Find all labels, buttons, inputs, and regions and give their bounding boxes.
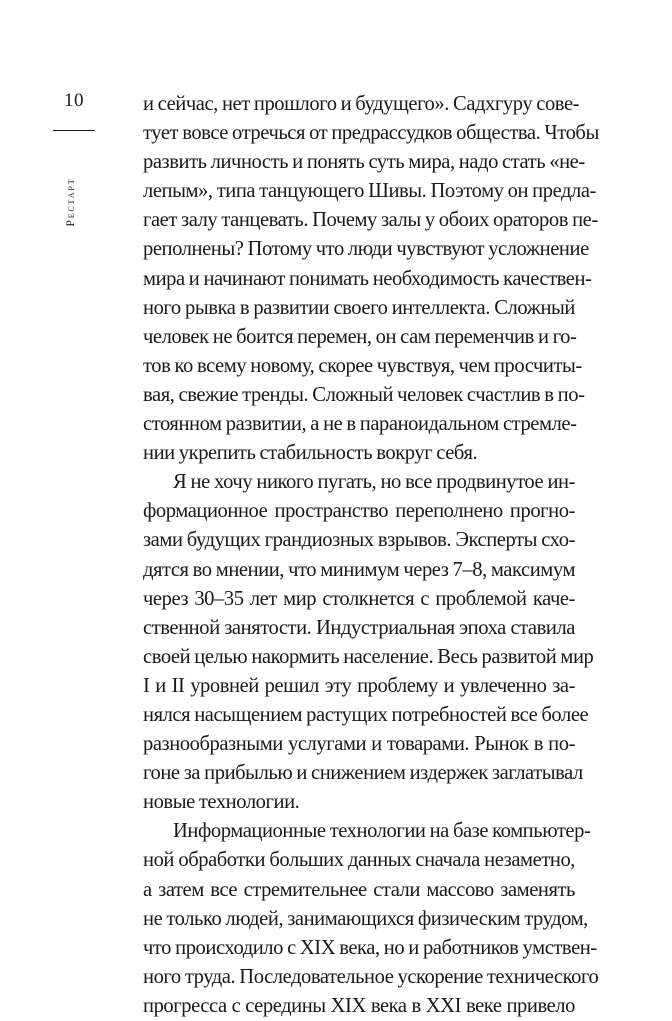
text-line: ного труда. Последовательное ускорение технического — [143, 965, 599, 988]
text-line: лепым», типа танцующего Шивы. Поэтому он предла- — [143, 180, 596, 203]
running-head-label: Рестарт — [65, 177, 77, 227]
text-line: новые технологии. — [143, 791, 300, 814]
text-line: нии укрепить стабильность вокруг себя. — [143, 442, 478, 465]
header-rule — [53, 130, 95, 131]
running-head — [64, 162, 78, 242]
text-line: не только людей, занимающихся физическим трудом, — [143, 907, 588, 930]
text-line: вая, свежие тренды. Сложный человек счастлив в по- — [143, 383, 585, 406]
text-line: Я не хочу никого пугать, но все продвинутое ин- — [173, 471, 575, 494]
paragraph-2 — [143, 468, 594, 817]
text-line: нялся насыщением растущих потребностей все более — [143, 703, 589, 726]
text-line: тов ко всему новому, скорее чувствуя, чем просчиты- — [143, 354, 582, 377]
body-text — [143, 90, 599, 1021]
paragraph-1 — [143, 90, 599, 468]
text-line: стоянном развитии, а не в параноидальном стремле- — [143, 413, 577, 436]
text-line: а затем все стремительнее стали массово заменять — [143, 878, 575, 901]
text-line: I и II уровней решил эту проблему и увлеченно за- — [143, 674, 575, 697]
text-line: дятся во мнении, что минимум через 7–8, максимум — [143, 558, 576, 581]
text-line: ной обработки больших данных сначала незаметно, — [143, 849, 575, 872]
text-line: человек не боится перемен, он сам переменчив и го- — [143, 325, 577, 348]
text-line: своей целью накормить население. Весь развитой мир — [143, 645, 594, 668]
text-line: ственной занятости. Индустриальная эпоха ставила — [143, 616, 575, 639]
text-line: и сейчас, нет прошлого и будущего». Садхгуру сове- — [143, 93, 580, 115]
text-line: разнообразными услугами и товарами. Рынок в по- — [143, 733, 575, 756]
text-line: развить личность и понять суть мира, надо стать «не- — [143, 151, 585, 174]
text-line: что происходило с XIX века, но и работников умствен- — [143, 936, 597, 959]
text-line: Информационные технологии на базе компьютер- — [173, 820, 591, 843]
text-line: формационное пространство переполнено прогно- — [143, 500, 575, 523]
text-line: ного рывка в развитии своего интеллекта. Сложный — [143, 296, 575, 319]
page-number: 10 — [64, 90, 84, 111]
text-line: через 30–35 лет мир столкнется с проблемой каче- — [143, 587, 575, 610]
text-line: зами будущих грандиозных взрывов. Эксперты схо- — [143, 529, 575, 552]
text-line: тует вовсе отречься от предрассудков общества. Чтобы — [143, 122, 599, 145]
text-line: гоне за прибылью и снижением издержек заглатывал — [143, 762, 583, 785]
text-line: гает залу танцевать. Почему залы у обоих ораторов пе- — [143, 209, 598, 232]
text-line: мира и начинают понимать необходимость качествен- — [143, 267, 592, 290]
text-line: реполнены? Потому что люди чувствуют усложнение — [143, 238, 589, 261]
paragraph-3 — [143, 817, 599, 1021]
text-line: прогресса с середины XIX века в XXI веке привело — [143, 994, 575, 1017]
